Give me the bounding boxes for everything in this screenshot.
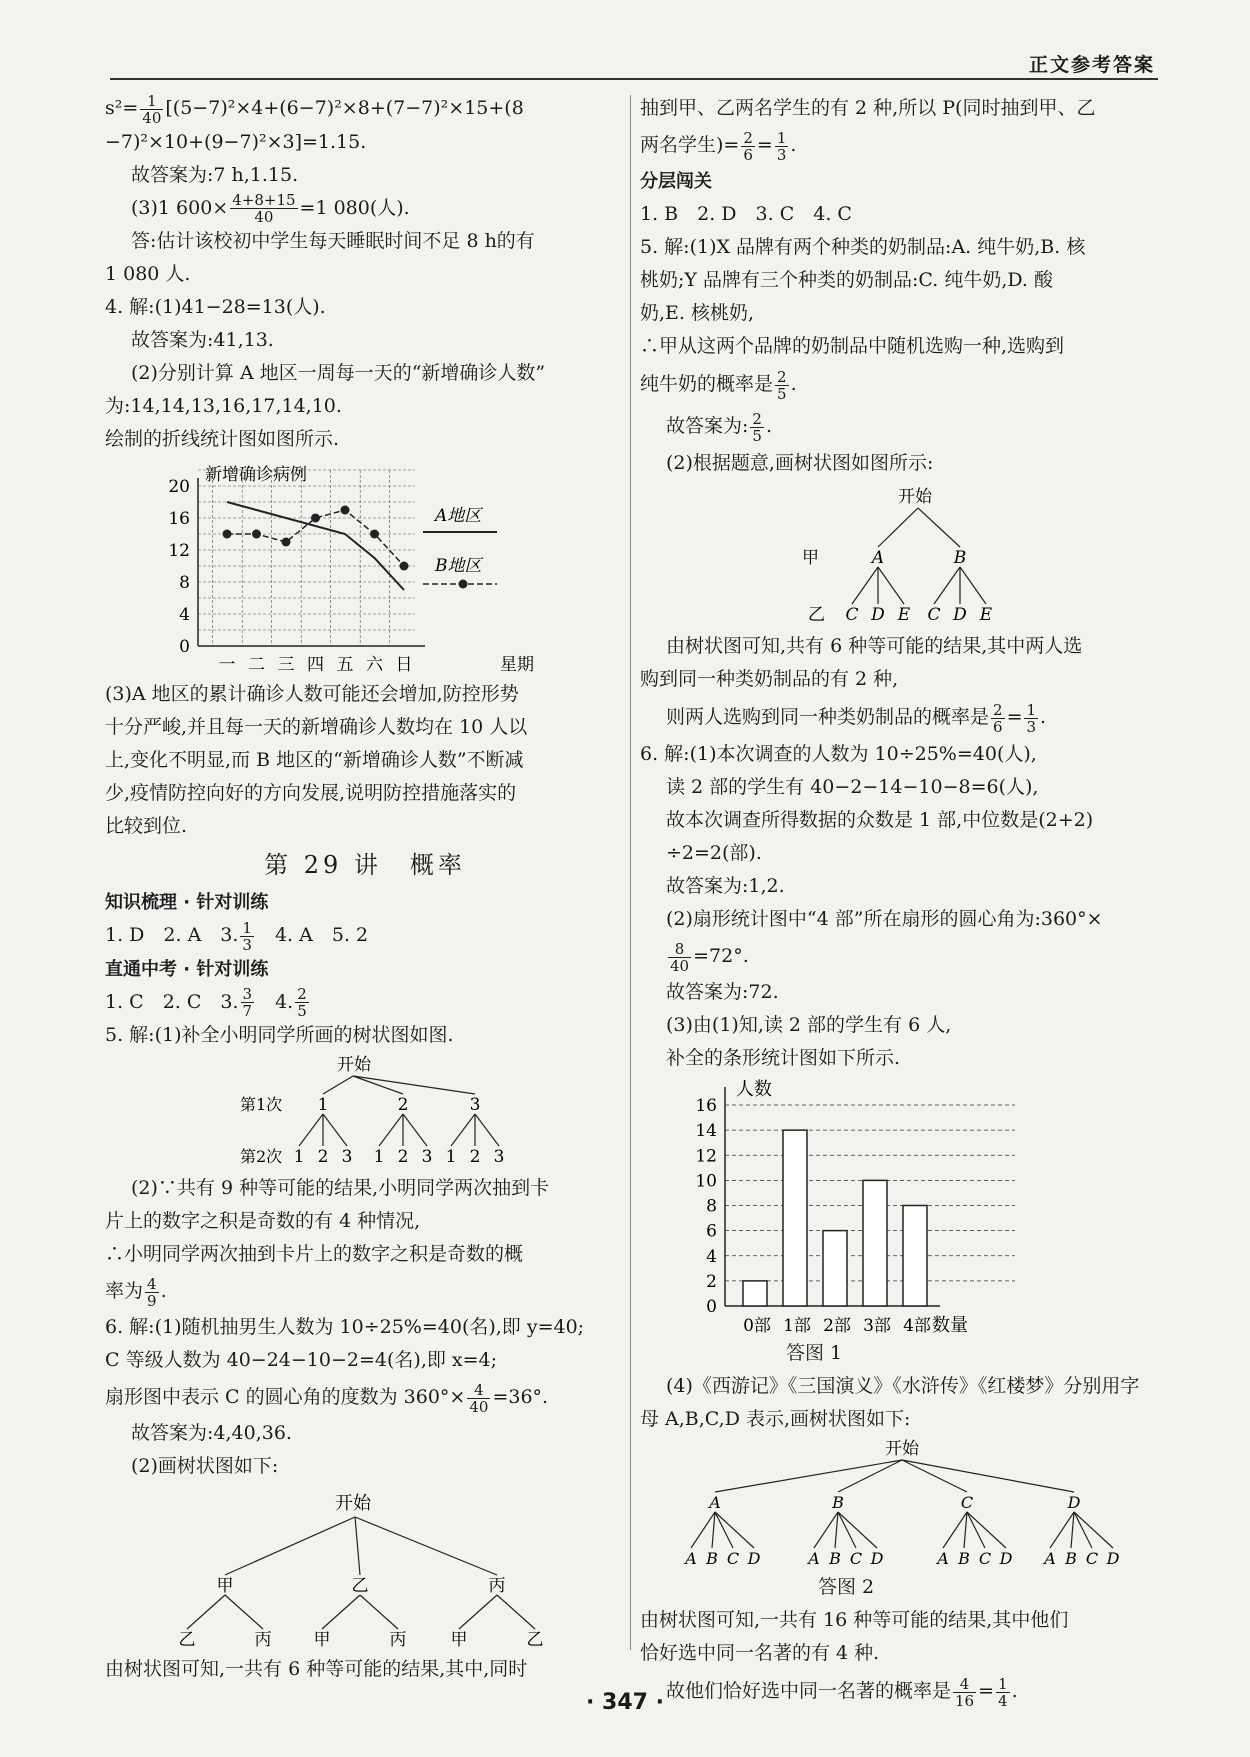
text-line: 故答案为:41,13. — [131, 329, 274, 351]
tree-branch — [838, 1460, 902, 1492]
tree-node: 乙 — [178, 1630, 196, 1650]
tree-node: 3 — [421, 1147, 433, 1167]
text-line: ∴甲从这两个品牌的奶制品中随机选购一种,选购到 — [640, 335, 1065, 357]
text-line: 由树状图可知,共有 6 种等可能的结果,其中两人选 — [666, 635, 1083, 657]
tree-node: 乙 — [526, 1630, 544, 1650]
bar-chart — [640, 1075, 1140, 1345]
x-tick-label: 4部 — [903, 1316, 931, 1336]
page-header: 正文参考答案 — [1028, 54, 1155, 76]
tree-branch — [225, 1595, 263, 1629]
text-line: 两名学生)= $\frac{2}{6}$ = $\frac{1}{3}$ . — [640, 128, 797, 164]
y-tick-label: 20 — [168, 477, 190, 497]
tree-node: A — [937, 1549, 949, 1568]
tree-node: 丙 — [254, 1630, 272, 1650]
x-tick-label: 1部 — [783, 1316, 811, 1336]
tree-root: 开始 — [337, 1055, 371, 1075]
y-tick-label: 10 — [695, 1171, 717, 1192]
header-rule — [110, 78, 1158, 80]
lecture-title: 第 29 讲 概率 — [264, 851, 466, 879]
tree-branches — [187, 1517, 535, 1629]
y-tick-label: 12 — [695, 1146, 717, 1167]
fraction: $\frac{2}{5}$ — [777, 367, 787, 403]
y-tick-label: 0 — [706, 1297, 717, 1317]
tree-branch — [353, 1076, 475, 1094]
bar — [783, 1130, 807, 1306]
answer-line: 1. C 2. C 3. $\frac{3}{7}$ 4. $\frac{2}{5}$ — [105, 985, 307, 1020]
answer-line: 1. D 2. A 3. $\frac{1}{3}$ 4. A 5. 2 — [105, 918, 369, 954]
tree-node: C — [849, 1549, 863, 1568]
tree-branch — [918, 508, 960, 547]
tree-nodes — [845, 548, 992, 625]
tree-node: 丙 — [389, 1630, 407, 1650]
bar — [823, 1231, 847, 1306]
text-line: (3)A 地区的累计确诊人数可能还会增加,防控形势 — [105, 683, 519, 705]
text-line: 6. 解:(1)本次调查的人数为 10÷25%=40(人), — [640, 743, 1037, 765]
text-line: 1 080 人. — [105, 263, 191, 285]
tree-branch — [814, 1512, 838, 1548]
text-line: 答:估计该校初中学生每天睡眠时间不足 8 h的有 — [131, 230, 535, 252]
fraction: $\frac{1}{4}$ — [998, 1674, 1008, 1710]
fraction: $\frac{2}{5}$ — [752, 409, 762, 445]
text-line: (2)根据题意,画树状图如图所示: — [666, 452, 934, 474]
tree-branch — [475, 1114, 499, 1146]
legend — [423, 506, 497, 589]
text-line: 读 2 部的学生有 40−2−14−10−8=6(人), — [666, 776, 1039, 798]
section-heading: 分层闯关 — [640, 171, 712, 192]
y-tick-label: 4 — [706, 1246, 717, 1267]
x-axis-label: 星期 — [500, 655, 534, 675]
text-line: 为:14,14,13,16,17,14,10. — [105, 395, 342, 417]
x-tick-label: 六 — [366, 655, 383, 675]
tree-branch — [852, 567, 878, 604]
y-axis-label: 人数 — [736, 1079, 772, 1100]
fraction: $\frac{4}{9}$ — [147, 1274, 157, 1310]
x-tick-label: 五 — [336, 655, 354, 675]
tree-branch — [691, 1512, 715, 1548]
fraction: $\frac{4}{16}$ — [955, 1674, 975, 1710]
text-line: 故本次调查所得数据的众数是 1 部,中位数是(2+2) — [666, 809, 1094, 831]
tree-branch — [838, 1512, 856, 1548]
text-line: 5. 解:(1)X 品牌有两个种类的奶制品:A. 纯牛奶,B. 核 — [640, 236, 1086, 258]
tree-row-label: 第1次 — [240, 1095, 283, 1114]
y-tick-label: 12 — [168, 541, 190, 561]
bar — [743, 1281, 767, 1306]
tree-node: C — [845, 605, 859, 625]
text-line: 十分严峻,并且每一天的新增确诊人数均在 10 人以 — [105, 716, 528, 738]
x-tick-label: 二 — [248, 655, 265, 675]
legend-a-label: A地区 — [435, 506, 482, 526]
tree-branch — [878, 567, 904, 604]
fraction: $\frac{8}{40}$ — [670, 939, 690, 975]
x-tick-label: 四 — [307, 655, 324, 675]
tree-branch — [360, 1595, 398, 1629]
bar — [903, 1206, 927, 1307]
tree-branch — [902, 1460, 1074, 1492]
tree-branches — [691, 1460, 1113, 1548]
text-line: s²= $\frac{1}{40}$ [(5−7)²×4+(6−7)²×8+(7−7)²×15+(8 — [105, 91, 524, 127]
tree-row-label: 第2次 — [240, 1147, 283, 1166]
x-tick-labels — [743, 1316, 931, 1336]
tree-branch — [967, 1512, 1006, 1548]
text-line: (3)1 600× $\frac{4+8+15}{40}$ =1 080(人). — [131, 191, 410, 226]
tree-node: 1 — [445, 1147, 457, 1167]
tree-node: D — [1067, 1493, 1081, 1512]
tree-diagram-cards — [105, 1052, 605, 1172]
tree-branch — [355, 1517, 360, 1575]
text-line: 1. B 2. D 3. C 4. C — [640, 203, 852, 225]
y-tick-label: 4 — [179, 605, 190, 625]
y-tick-label: 6 — [706, 1221, 717, 1242]
text-line: 上,变化不明显,而 B 地区的“新增确诊人数”不断减 — [105, 749, 524, 771]
x-tick-label: 日 — [395, 655, 413, 675]
tree-branch — [225, 1517, 355, 1575]
tree-node: 甲 — [313, 1630, 331, 1650]
y-tick-label: 16 — [168, 509, 190, 529]
tree-node: 3 — [469, 1095, 481, 1115]
tree-node: B — [958, 1549, 970, 1568]
text-line: 片上的数字之积是奇数的有 4 种情况, — [105, 1210, 421, 1232]
page-number: · 347 · — [586, 1690, 664, 1715]
tree-node: A — [1044, 1549, 1056, 1568]
legend-b-marker — [459, 580, 468, 589]
tree-node: D — [871, 605, 885, 625]
data-point — [341, 506, 350, 515]
tree-node: 乙 — [351, 1576, 369, 1596]
x-tick-label: 3部 — [863, 1316, 891, 1336]
y-tick-labels — [695, 1096, 717, 1317]
tree-branch — [1071, 1512, 1074, 1548]
tree-branch — [323, 1076, 353, 1094]
right-column — [640, 92, 1155, 1712]
tree-node: B — [953, 548, 967, 568]
fraction: $\frac{2}{6}$ — [743, 128, 753, 164]
tree-branch — [715, 1512, 754, 1548]
text-line: 故答案为:4,40,36. — [131, 1422, 292, 1444]
data-point — [370, 530, 379, 539]
figure-caption: 答图 2 — [818, 1576, 875, 1598]
text-line: (2)分别计算 A 地区一周每一天的“新增确诊人数” — [131, 362, 546, 384]
text-line: 抽到甲、乙两名学生的有 2 种,所以 P(同时抽到甲、乙 — [640, 97, 1096, 119]
tree-node: D — [1106, 1549, 1120, 1568]
tree-node: A — [808, 1549, 820, 1568]
text-line: 恰好选中同一名著的有 4 种. — [640, 1642, 880, 1664]
tree-node: D — [747, 1549, 761, 1568]
x-tick-label: 一 — [218, 655, 236, 675]
text-line: 桃奶;Y 品牌有三个种类的奶制品:C. 纯牛奶,D. 酸 — [640, 269, 1054, 291]
text-line: 母 A,B,C,D 表示,画树状图如下: — [640, 1408, 911, 1430]
x-tick-label: 2部 — [823, 1316, 851, 1336]
tree-branch — [353, 1076, 403, 1094]
tree-branch — [835, 1512, 838, 1548]
tree-root: 开始 — [335, 1493, 371, 1514]
tree-node: A — [709, 1493, 721, 1512]
tree-branch — [943, 1512, 967, 1548]
tree-branch — [715, 1512, 733, 1548]
text-line: 故他们恰好选中同一名著的概率是 $\frac{4}{16}$ = $\frac{1}{4}$ . — [666, 1674, 1018, 1710]
tree-node: 1 — [317, 1095, 329, 1115]
fraction: $\frac{3}{7}$ — [242, 985, 253, 1020]
tree-branch — [355, 1517, 497, 1575]
tree-branch — [967, 1512, 985, 1548]
tree-branch — [451, 1114, 475, 1146]
line-chart — [105, 456, 605, 656]
left-column — [105, 92, 625, 1686]
tree-node: B — [706, 1549, 718, 1568]
fraction: $\frac{4}{40}$ — [469, 1380, 489, 1416]
text-line: ÷2=2(部). — [666, 842, 762, 864]
text-line: (2)∵共有 9 种等可能的结果,小明同学两次抽到卡 — [131, 1177, 550, 1199]
tree-node: 3 — [341, 1147, 353, 1167]
tree-branch — [459, 1595, 497, 1629]
figure-caption: 答图 1 — [786, 1342, 843, 1364]
tree-node: 甲 — [216, 1576, 234, 1596]
tree-node: C — [726, 1549, 740, 1568]
text-line: (2)扇形统计图中“4 部”所在扇形的圆心角为:360°× — [666, 908, 1103, 930]
x-tick-label: 0部 — [743, 1316, 771, 1336]
text-line: −7)²×10+(9−7)²×3]=1.15. — [105, 130, 367, 153]
text-line: 则两人选购到同一种类奶制品的概率是 $\frac{2}{6}$ = $\frac{1}{3}$ . — [666, 700, 1047, 736]
tree-node: C — [978, 1549, 992, 1568]
chart-title: 新增确诊病例 — [205, 465, 307, 485]
legend-b-label: B地区 — [435, 556, 482, 576]
tree-branch — [323, 1114, 347, 1146]
y-tick-label: 0 — [179, 637, 190, 656]
tree-diagram-milk — [640, 480, 1140, 630]
tree-diagram-books — [640, 1436, 1140, 1571]
text-line: 少,疫情防控向好的方向发展,说明防控措施落实的 — [105, 782, 517, 804]
tree-branch — [1050, 1512, 1074, 1548]
tree-root: 开始 — [885, 1439, 919, 1459]
chart-series — [223, 502, 409, 590]
fraction: $\frac{1}{40}$ — [142, 91, 162, 127]
y-tick-label: 2 — [706, 1271, 717, 1292]
text-line: (3)由(1)知,读 2 部的学生有 6 人, — [666, 1014, 952, 1036]
tree-node: D — [953, 605, 967, 625]
y-tick-label: 8 — [706, 1196, 717, 1217]
text-line: 由树状图可知,一共有 6 种等可能的结果,其中,同时 — [105, 1658, 528, 1680]
section-heading: 直通中考 · 针对训练 — [105, 958, 269, 980]
text-line: 6. 解:(1)随机抽男生人数为 10÷25%=40(名),即 y=40; — [105, 1316, 585, 1338]
text-line: 扇形图中表示 C 的圆心角的度数为 360°× $\frac{4}{40}$ =36°. — [105, 1380, 549, 1416]
text-line: 4. 解:(1)41−28=13(人). — [105, 296, 326, 318]
tree-branch — [712, 1512, 715, 1548]
text-line: 由树状图可知,一共有 16 种等可能的结果,其中他们 — [640, 1609, 1069, 1631]
text-line: 奶,E. 核桃奶, — [640, 302, 755, 324]
tree-node: E — [897, 605, 911, 625]
tree-node: E — [979, 605, 993, 625]
tree-node: B — [832, 1493, 844, 1512]
text-line: 故答案为:1,2. — [666, 875, 785, 897]
tree-nodes — [179, 1576, 544, 1650]
tree-branch — [1074, 1512, 1113, 1548]
tree-node: A — [685, 1549, 697, 1568]
tree-branch — [187, 1595, 225, 1629]
tree-node: 1 — [293, 1147, 305, 1167]
y-tick-label: 16 — [695, 1096, 717, 1116]
tree-diagram-students — [105, 1483, 605, 1653]
tree-branch — [902, 1460, 967, 1492]
tree-row-label: 甲 — [802, 548, 819, 568]
text-line: ∴小明同学两次抽到卡片上的数字之积是奇数的概 — [105, 1243, 524, 1265]
tree-branch — [715, 1460, 902, 1492]
tree-branch — [878, 508, 918, 547]
y-tick-label: 8 — [179, 573, 190, 593]
y-tick-label: 14 — [695, 1121, 717, 1142]
tree-node: B — [1065, 1549, 1077, 1568]
tree-node: 2 — [469, 1147, 481, 1167]
tree-row-label: 乙 — [808, 605, 825, 625]
text-line: 补全的条形统计图如下所示. — [666, 1047, 901, 1069]
tree-branch — [322, 1595, 360, 1629]
tree-node: 甲 — [450, 1630, 468, 1650]
bar — [863, 1180, 887, 1306]
data-point — [400, 562, 409, 571]
tree-nodes — [294, 1095, 505, 1167]
tree-branch — [403, 1114, 427, 1146]
tree-node: 2 — [397, 1147, 409, 1167]
x-tick-label: 三 — [277, 655, 295, 675]
text-line: 购到同一种类奶制品的有 2 种, — [640, 668, 899, 690]
text-line: (4)《西游记》《三国演义》《水浒传》《红楼梦》分别用字 — [666, 1375, 1140, 1397]
text-line: 5. 解:(1)补全小明同学所画的树状图如图. — [105, 1024, 454, 1046]
tree-node: A — [871, 548, 885, 568]
text-line: (2)画树状图如下: — [131, 1455, 279, 1477]
y-tick-labels — [168, 477, 190, 656]
fraction: $\frac{1}{3}$ — [1026, 700, 1037, 736]
tree-branch — [838, 1512, 877, 1548]
fraction: $\frac{2}{5}$ — [297, 985, 307, 1020]
chart-grid — [198, 470, 415, 646]
column-divider — [630, 95, 631, 1650]
text-line: C 等级人数为 40−24−10−2=4(名),即 x=4; — [105, 1349, 498, 1371]
tree-branch — [960, 567, 986, 604]
tree-node: D — [999, 1549, 1013, 1568]
fraction: $\frac{4+8+15}{40}$ — [232, 191, 296, 226]
tree-branch — [934, 567, 960, 604]
tree-node: 3 — [493, 1147, 505, 1167]
text-line: 率为 $\frac{4}{9}$ . — [105, 1274, 167, 1310]
tree-nodes — [683, 1493, 1119, 1568]
tree-node: C — [927, 605, 941, 625]
data-point — [282, 538, 291, 547]
bars — [743, 1130, 927, 1306]
data-point — [311, 514, 320, 523]
fraction: $\frac{1}{3}$ — [776, 128, 787, 164]
data-point — [223, 530, 232, 539]
tree-node: C — [960, 1493, 974, 1512]
text-line: 故答案为:7 h,1.15. — [131, 163, 299, 186]
section-heading: 知识梳理 · 针对训练 — [105, 892, 269, 913]
text-line: 纯牛奶的概率是 $\frac{2}{5}$ . — [640, 367, 797, 403]
tree-node: 2 — [317, 1147, 329, 1167]
tree-node: C — [1085, 1549, 1099, 1568]
text-line: $\frac{8}{40}$ =72°. — [670, 939, 749, 975]
text-line: 故答案为:72. — [666, 981, 779, 1003]
tree-node: 2 — [397, 1095, 409, 1115]
text-line: 绘制的折线统计图如图所示. — [105, 428, 340, 450]
x-axis-label: 数量 — [932, 1315, 968, 1336]
fraction: $\frac{2}{6}$ — [993, 700, 1003, 736]
tree-branch — [964, 1512, 967, 1548]
text-line: 比较到位. — [105, 815, 188, 837]
tree-branch — [379, 1114, 403, 1146]
fraction: $\frac{1}{3}$ — [242, 918, 252, 954]
x-tick-labels — [219, 655, 413, 675]
tree-node: 1 — [373, 1147, 385, 1167]
tree-node: B — [829, 1549, 841, 1568]
data-point — [252, 530, 261, 539]
text-line: 故答案为: $\frac{2}{5}$ . — [666, 409, 772, 445]
tree-branch — [497, 1595, 535, 1629]
tree-node: D — [870, 1549, 884, 1568]
tree-root: 开始 — [898, 487, 932, 507]
tree-branch — [1074, 1512, 1092, 1548]
tree-branch — [299, 1114, 323, 1146]
tree-node: 丙 — [488, 1576, 506, 1596]
